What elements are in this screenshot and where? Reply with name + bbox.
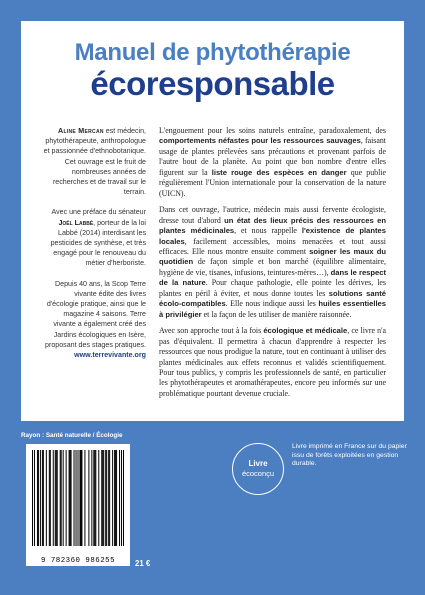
price: 21 € [135, 559, 151, 568]
p1-segment-3: liste rouge des espèces en danger [211, 167, 347, 177]
eco-label-line-2: écoconçu [241, 469, 275, 478]
blurb-paragraph-3 [159, 326, 386, 399]
p3-segment-1: écologique et médicale [263, 326, 348, 336]
sidebar-column [43, 126, 146, 370]
p2-segment-11: huiles essentielles à privilégier [159, 299, 386, 319]
p2-segment-10: . Elle nous indique aussi les [225, 299, 319, 309]
publisher-note [43, 279, 146, 361]
p1-segment-4: que publie régulièrement l'Union internationale pour la conservation de la nature (UICN). [159, 167, 386, 198]
p2-segment-1: un état des lieux précis des ressources en plantes médicinales [159, 215, 386, 236]
p2-segment-0: Dans cet ouvrage, l'autrice, médecin mais aussi fervente écologiste, dresse tout d'abord [159, 205, 386, 225]
barcode-bars [32, 450, 124, 554]
preface-post: , porteur de la loi Labbé (2014) interdisant les pesticides de synthèse, et très engagé pour le renouveau du métier d'herboriste. [50, 218, 146, 268]
preface-name: Joël Labbé [58, 218, 94, 227]
title-line-2: écoresponsable [90, 65, 335, 102]
author-name: Aline Mercan [58, 127, 104, 135]
p1-segment-2: , faisant usage de plantes prélevées sans précautions et provenant parfois de l'autre bout de la planète. Au point que bon nombre d'entre elles figurent sur la [159, 136, 386, 177]
preface-note [43, 207, 146, 268]
print-note: Livre imprimé en France sur du papier issu de forêts exploitées en gestion durable. [292, 443, 407, 468]
p2-segment-7: dans le respect de la nature [159, 267, 387, 288]
p2-segment-8: . Pour chaque pathologie, elle pointe les dérives, les plantes en péril à éviter, et nous donne toutes les [159, 278, 387, 298]
back-cover-panel [21, 21, 404, 421]
barcode-digits: 9 782360 986255 [40, 557, 116, 565]
p2-segment-12: et la façon de les utiliser de manière raisonnée. [201, 309, 352, 319]
publisher-text: Depuis 40 ans, la Scop Terre vivante édite des livres d'écologie pratique, ainsi que le magazine 4 saisons. Terre vivante a également créé des Jardins écologiques en Isère, proposant des stages pratiques. [45, 279, 146, 349]
blurb-paragraph-1 [159, 126, 386, 199]
author-bio [43, 126, 146, 197]
p2-segment-6: de façon simple et bon marché (équilibre alimentaire, hygiène de vie, tisanes, infusions, teintures-mères…), [159, 257, 386, 277]
p2-segment-2: , et nous rappelle [234, 226, 302, 236]
blurb-column [159, 126, 386, 405]
title-line-1: Manuel de phytothérapie [74, 39, 351, 66]
p1-segment-1: comportements néfastes pour les ressources sauvages [159, 136, 361, 146]
shelf-category: Rayon : Santé naturelle / Écologie [21, 432, 123, 439]
p2-segment-4: , facilement accessibles, moins menacées et tout aussi efficaces. Elle nous montre ensuite comment [159, 236, 386, 256]
author-bio-text: est médecin, phytothérapeute, anthropologue et passionnée d'ethnobotanique. Cet ouvrage est le fruit de nombreuses années de recherches et de travail sur le terrain. [43, 127, 146, 197]
p2-segment-3: l'existence de plantes locales [159, 226, 387, 246]
preface-pre: Avec une préface du sénateur [51, 208, 146, 217]
blurb-paragraph-2 [159, 205, 386, 320]
p2-segment-9: solutions santé écolo-compatibles [159, 288, 386, 309]
p2-segment-5: soigner les maux du quotidien [159, 246, 386, 267]
barcode-box [26, 444, 130, 566]
eco-label-badge [232, 443, 284, 495]
eco-label-line-1: Livre [248, 459, 268, 468]
p3-segment-0: Avec son approche tout à la fois [159, 326, 264, 336]
p3-segment-2: , ce livre n'a pas d'équivalent. Il permettra à chacun d'apprendre à respecter les ressources que nous prodigue la nature, tout en continuant à utiliser des plantes médicinales aux effets reconnus et validés scientifiquement. Pour tous publics, y compris les professionnels de santé, en particulier les phytothérapeutes et aromathérapeutes, encore peu informés sur une problématique pourtant devenue cruciale. [159, 326, 386, 398]
p1-segment-0: L'engouement pour les soins naturels entraîne, paradoxalement, des [159, 126, 386, 135]
publisher-url[interactable]: www.terrevivante.org [74, 351, 146, 360]
